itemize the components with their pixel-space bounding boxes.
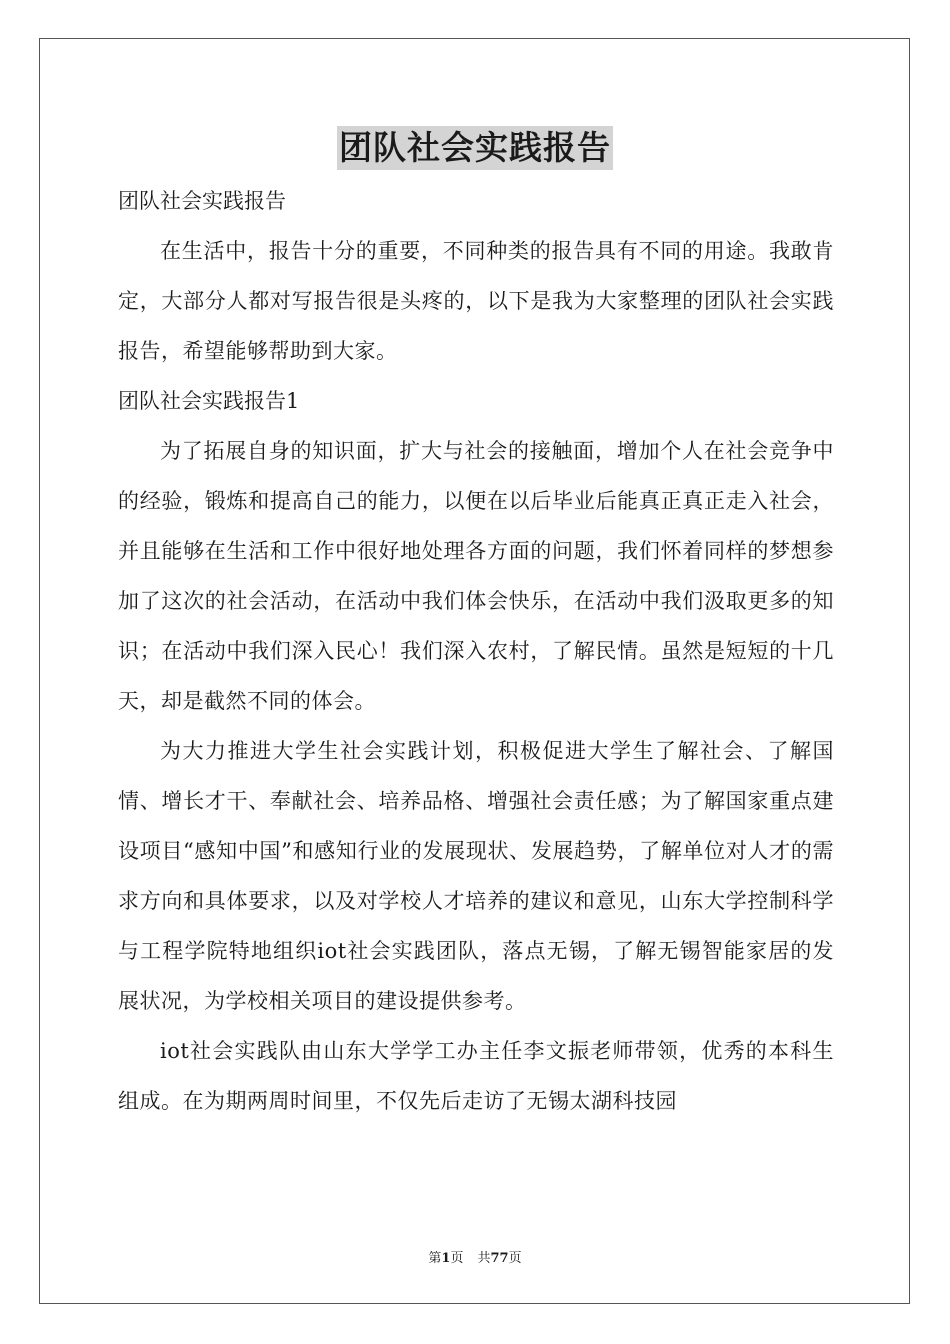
page-footer — [0, 1247, 950, 1266]
body-paragraph-2[interactable]: 为大力推进大学生社会实践计划，积极促进大学生了解社会、了解国情、增长才干、奉献社会、培养品格、增强社会责任感；为了解国家重点建设项目“感知中国”和感知行业的发展现状、发展趋势，了解单位对人才的需求方向和具体要求，以及对学校人才培养的建议和意见，山东大学控制科学与工程学院特地组织iot社会实践团队，落点无锡，了解无锡智能家居的发展状况，为学校相关项目的建设提供参考。 — [118, 739, 834, 1013]
title-wrap — [0, 126, 950, 170]
body-paragraph-3[interactable]: iot社会实践队由山东大学学工办主任李文振老师带领，优秀的本科生组成。在为期两周时间里，不仅先后走访了无锡太湖科技园 — [118, 1039, 834, 1113]
total-pages: 77 — [490, 1251, 509, 1266]
intro-paragraph[interactable]: 在生活中，报告十分的重要，不同种类的报告具有不同的用途。我敢肯定，大部分人都对写报告很是头疼的，以下是我为大家整理的团队社会实践报告，希望能够帮助到大家。 — [118, 239, 834, 363]
document-title[interactable]: 团队社会实践报告 — [337, 126, 613, 170]
page-prefix: 第 — [428, 1251, 442, 1266]
total-suffix: 页 — [508, 1251, 522, 1266]
body-paragraph-1[interactable]: 为了拓展自身的知识面，扩大与社会的接触面，增加个人在社会竞争中的经验，锻炼和提高自己的能力，以便在以后毕业后能真正真正走入社会，并且能够在生活和工作中很好地处理各方面的问题，我们怀着同样的梦想参加了这次的社会活动，在活动中我们体会快乐，在活动中我们汲取更多的知识；在活动中我们深入民心！我们深入农村，了解民情。虽然是短短的十几天，却是截然不同的体会。 — [118, 439, 834, 713]
total-prefix: 共 — [477, 1251, 491, 1266]
document-subtitle[interactable]: 团队社会实践报告 — [118, 189, 286, 213]
page-suffix: 页 — [450, 1251, 464, 1266]
section-heading[interactable]: 团队社会实践报告1 — [118, 389, 300, 413]
document-body — [118, 176, 834, 1126]
page-number: 1 — [441, 1251, 451, 1266]
